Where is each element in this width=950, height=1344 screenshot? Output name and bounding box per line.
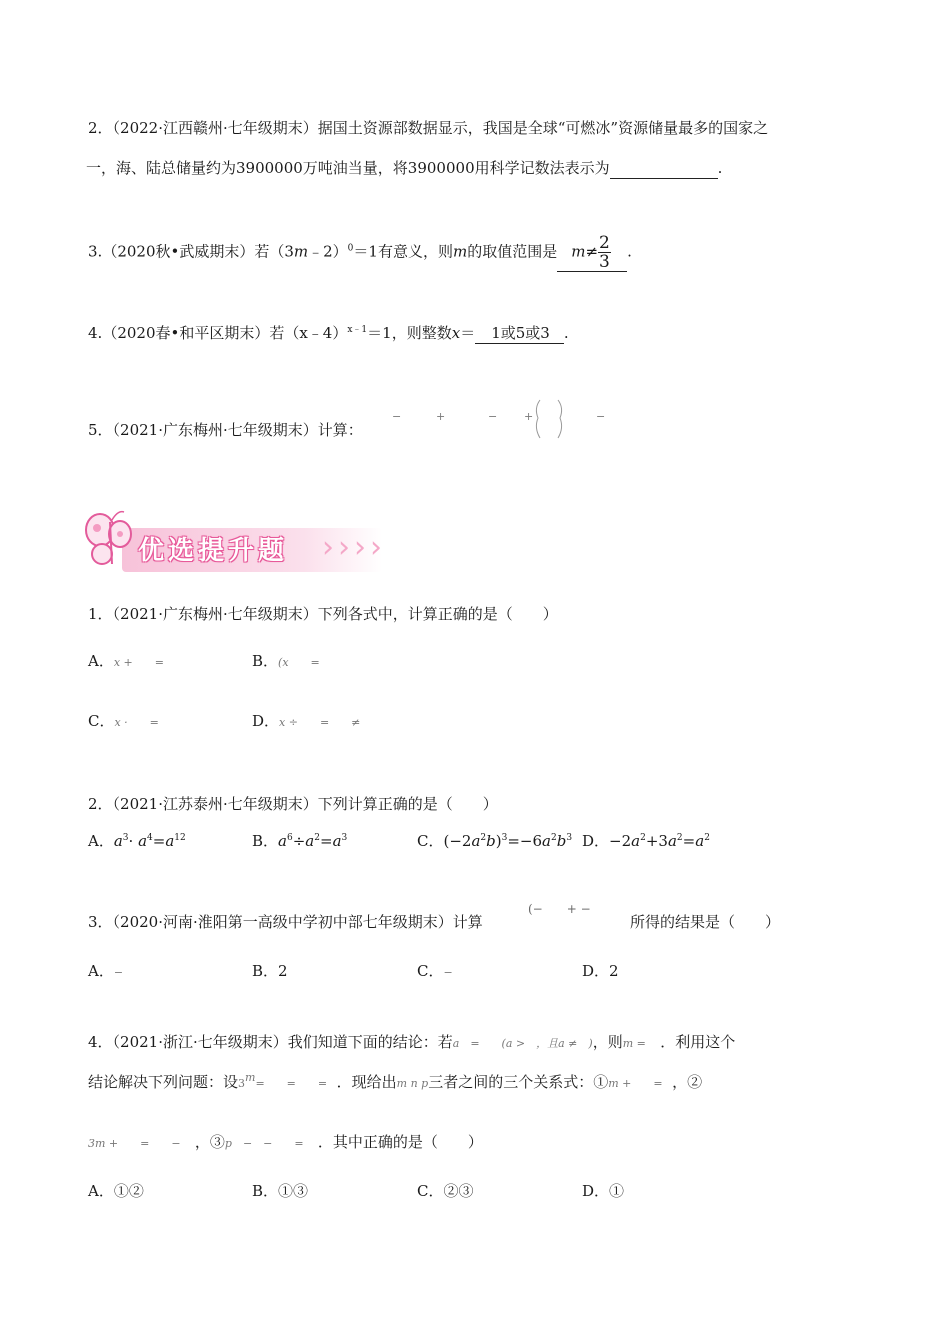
formula-fragment: − bbox=[488, 410, 498, 423]
question-source: （2021·广东梅州·七年级期末） bbox=[112, 605, 318, 623]
formula-fragment: a ≠ ) bbox=[558, 1037, 593, 1050]
option-c[interactable] bbox=[88, 710, 159, 731]
option-label: C． bbox=[417, 962, 444, 980]
question-source: （2020春•和平区期末） bbox=[102, 324, 270, 342]
question-source: （2020秋•武威期末） bbox=[102, 242, 255, 261]
option-label: C． bbox=[88, 712, 115, 730]
question-number: 1． bbox=[88, 605, 113, 623]
question-text: 若（x﹣4） bbox=[269, 324, 348, 342]
question-text: ＝1有意义，则 bbox=[353, 242, 453, 261]
q5-formula bbox=[390, 398, 650, 442]
formula-fragment: a = (a > ，且 bbox=[452, 1037, 559, 1050]
option-label: A． bbox=[88, 962, 114, 980]
question-2-line-2 bbox=[86, 158, 722, 179]
question-number: 4． bbox=[88, 1033, 113, 1051]
question-2-line-1 bbox=[88, 118, 768, 138]
question-text: ，③ bbox=[194, 1133, 225, 1151]
question-text: ．利用这个 bbox=[660, 1033, 736, 1051]
option-value: − bbox=[443, 966, 453, 979]
question-text: ．现给出 bbox=[336, 1073, 397, 1091]
adv-question-4-line-1 bbox=[88, 1032, 735, 1054]
question-4-line bbox=[88, 323, 569, 344]
option-label: D． bbox=[582, 832, 610, 850]
question-text: 若（3 bbox=[254, 242, 294, 261]
option-label: B． bbox=[252, 962, 279, 980]
formula-exponent: m bbox=[245, 1071, 256, 1084]
fraction-denominator: 3 bbox=[599, 252, 610, 272]
formula-fragment: + bbox=[436, 410, 446, 423]
formula-fragment: m n p bbox=[396, 1077, 429, 1090]
question-text: 的取值范围是 bbox=[467, 242, 558, 261]
option-value: ①③ bbox=[278, 1182, 309, 1200]
question-source: （2021·江苏泰州·七年级期末） bbox=[112, 795, 318, 813]
option-value: ①② bbox=[113, 1182, 144, 1200]
formula-fragment: 3m + = − bbox=[88, 1137, 181, 1150]
question-text: 计算： bbox=[317, 421, 363, 439]
adv-question-3-tail: 所得的结果是（ ） bbox=[630, 913, 781, 931]
option-label: D． bbox=[582, 1182, 610, 1200]
adv-question-4-line-3 bbox=[88, 1132, 483, 1154]
chevron-right-icon: › bbox=[370, 530, 382, 565]
variable-x: x bbox=[451, 324, 461, 342]
answer: 1或5或3 bbox=[475, 323, 564, 344]
option-b[interactable]: B．$a^6\div a^2=a^3$ bbox=[252, 832, 348, 850]
question-text: ＝1，则整数 bbox=[367, 324, 452, 342]
section-title: 优选提升题 bbox=[138, 536, 289, 566]
option-b[interactable] bbox=[252, 650, 320, 671]
question-source: （2021·浙江·七年级期末） bbox=[112, 1033, 288, 1051]
fraction-numerator: 2 bbox=[599, 233, 610, 253]
equals: ＝ bbox=[460, 324, 476, 342]
question-text: 一，海、陆总储量约为3900000万吨油当量，将3900000用科学记数法表示为 bbox=[86, 159, 610, 177]
period: . bbox=[717, 159, 723, 177]
option-c[interactable]: C．$(-2a^2b)^3=-6a^2b^3$ bbox=[417, 832, 573, 850]
option-a[interactable] bbox=[88, 1180, 144, 1201]
question-source: （2022·江西赣州·七年级期末） bbox=[112, 119, 318, 137]
option-b[interactable] bbox=[252, 960, 288, 981]
formula-fragment: m = bbox=[622, 1037, 646, 1050]
formula-fragment: m + = bbox=[608, 1077, 663, 1090]
option-formula: x · = bbox=[114, 716, 159, 729]
option-value: ① bbox=[609, 1182, 625, 1200]
formula-fragment: − bbox=[392, 410, 402, 423]
option-value: 2 bbox=[609, 962, 619, 980]
formula-fragment: − bbox=[596, 410, 606, 423]
chevron-right-icon: › bbox=[322, 530, 334, 565]
question-text: 计算 bbox=[452, 913, 483, 931]
fraction bbox=[598, 234, 611, 271]
option-label: B． bbox=[252, 832, 279, 850]
section-banner bbox=[82, 508, 402, 578]
adv-question-3-line bbox=[88, 912, 483, 932]
question-text: ．其中正确的是（ ） bbox=[317, 1133, 483, 1151]
option-value: 2 bbox=[278, 962, 288, 980]
option-formula: x + = bbox=[113, 656, 164, 669]
q3-formula: (− + − bbox=[528, 902, 591, 916]
question-text: ，② bbox=[672, 1073, 703, 1091]
parenthesis-glyph bbox=[532, 398, 566, 442]
period: . bbox=[627, 242, 632, 261]
answer-variable: m bbox=[571, 242, 586, 261]
adv-question-1-line bbox=[88, 604, 558, 624]
formula-fragment: p − − = bbox=[224, 1137, 304, 1150]
option-d[interactable] bbox=[252, 710, 360, 731]
question-text: 据国土资源部数据显示，我国是全球“可燃冰”资源储量最多的国家之 bbox=[317, 119, 769, 137]
option-a[interactable] bbox=[88, 960, 123, 981]
adv-question-4-line-2 bbox=[88, 1072, 702, 1094]
option-d[interactable] bbox=[582, 1180, 624, 1201]
question-text: 三者之间的三个关系式：① bbox=[428, 1073, 609, 1091]
option-formula: x ÷ = ≠ bbox=[279, 716, 361, 729]
question-text: 下列各式中，计算正确的是（ ） bbox=[317, 605, 558, 623]
question-number: 4. bbox=[88, 324, 103, 342]
option-value: − bbox=[113, 966, 124, 979]
question-text: ﹣2） bbox=[308, 242, 348, 261]
exponent: 0 bbox=[347, 243, 354, 254]
variable-m: m bbox=[293, 242, 309, 261]
variable-m: m bbox=[452, 242, 468, 261]
option-label: A． bbox=[88, 832, 114, 850]
question-text: 结论解决下列问题：设 bbox=[88, 1073, 239, 1091]
option-value: ②③ bbox=[443, 1182, 474, 1200]
answer bbox=[557, 234, 627, 272]
formula-fragment: + bbox=[524, 410, 534, 423]
formula-fragment: = = = bbox=[255, 1077, 328, 1090]
option-label: A． bbox=[88, 652, 114, 670]
neq-symbol: ≠ bbox=[585, 242, 599, 261]
question-number: 2． bbox=[88, 119, 113, 137]
option-c[interactable] bbox=[417, 960, 453, 981]
option-label: B． bbox=[252, 652, 279, 670]
formula-fragment: 3 bbox=[238, 1077, 246, 1090]
option-label: B． bbox=[252, 1182, 279, 1200]
option-label: A． bbox=[88, 1182, 114, 1200]
option-a[interactable] bbox=[88, 650, 164, 671]
option-label: C． bbox=[417, 832, 444, 850]
option-label: D． bbox=[252, 712, 280, 730]
option-d[interactable]: D．$-2a^2+3a^2=a^2$ bbox=[582, 832, 710, 850]
question-text: 下列计算正确的是（ ） bbox=[317, 795, 498, 813]
question-text: ，则 bbox=[592, 1033, 623, 1051]
question-source: （2021·广东梅州·七年级期末） bbox=[112, 421, 318, 439]
question-number: 3. bbox=[88, 242, 103, 261]
option-c[interactable] bbox=[417, 1180, 474, 1201]
option-a[interactable]: A．$a^3\cdot a^4=a^{12}$ bbox=[88, 832, 186, 850]
period: . bbox=[563, 324, 569, 342]
chevron-right-icon: › bbox=[338, 530, 350, 565]
question-number: 3． bbox=[88, 913, 113, 931]
option-label: C． bbox=[417, 1182, 444, 1200]
exponent: x﹣1 bbox=[347, 325, 368, 335]
butterfly-icon bbox=[82, 508, 142, 574]
chevron-right-icon: › bbox=[354, 530, 366, 565]
option-d[interactable] bbox=[582, 960, 619, 981]
question-number: 2． bbox=[88, 795, 113, 813]
question-source: （2020·河南·淮阳第一高级中学初中部七年级期末） bbox=[112, 913, 453, 931]
answer-blank bbox=[610, 158, 718, 179]
question-text: 我们知道下面的结论：若 bbox=[287, 1033, 453, 1051]
option-label: D． bbox=[582, 962, 610, 980]
option-formula: (x = bbox=[278, 656, 320, 669]
question-5-line bbox=[88, 420, 363, 440]
question-3-line bbox=[88, 234, 632, 272]
question-number: 5． bbox=[88, 421, 113, 439]
adv-question-2-line bbox=[88, 794, 498, 814]
option-b[interactable] bbox=[252, 1180, 308, 1201]
